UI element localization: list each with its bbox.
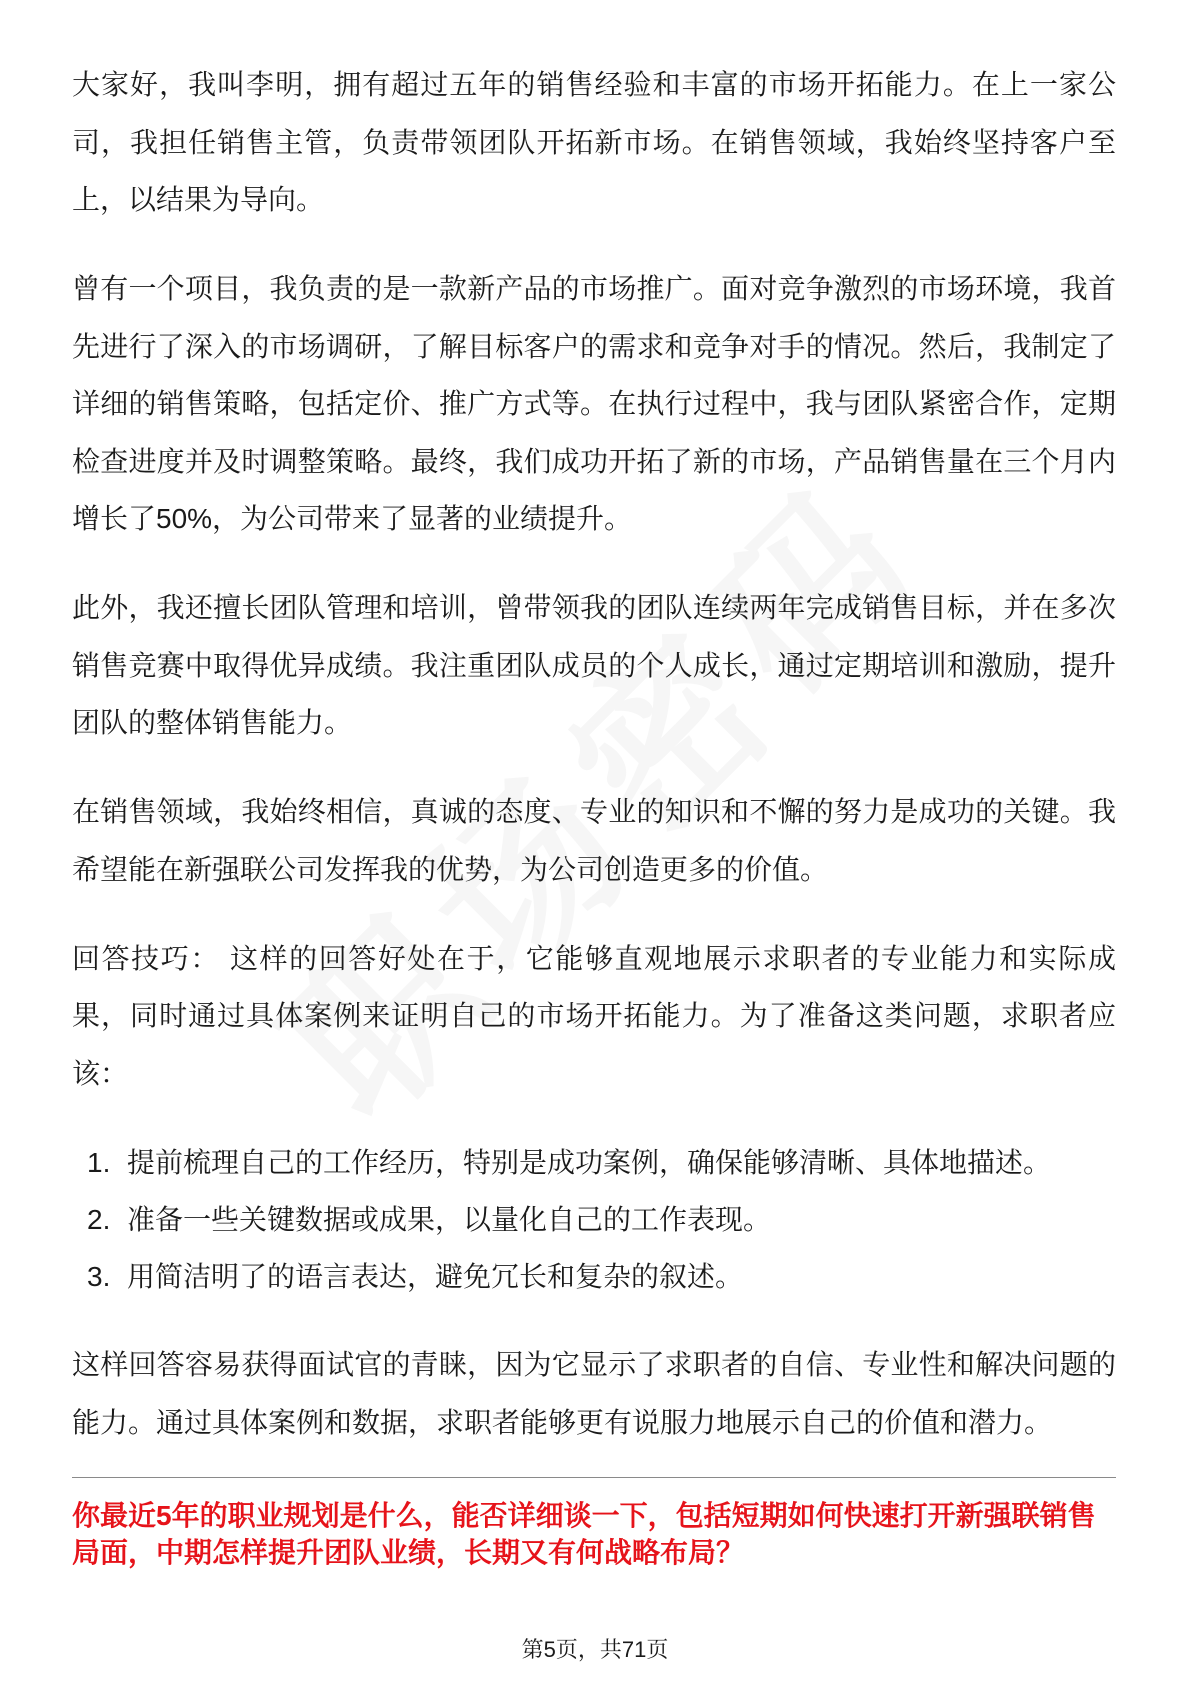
answer-tip-text: 这样的回答好处在于，它能够直观地展示求职者的专业能力和实际成果，同时通过具体案例来证明自己的市场开拓能力。为了准备这类问题，求职者应该： [72, 942, 1116, 1089]
answer-tip-paragraph [72, 930, 1116, 1103]
answer-paragraph-intro: 大家好，我叫李明，拥有超过五年的销售经验和丰富的市场开拓能力。在上一家公司，我担任销售主管，负责带领团队开拓新市场。在销售领域，我始终坚持客户至上，以结果为导向。 [72, 69, 1116, 215]
conclusion-paragraph: 这样回答容易获得面试官的青睐，因为它显示了求职者的自信、专业性和解决问题的能力。通过具体案例和数据，求职者能够更有说服力地展示自己的价值和潜力。 [72, 1349, 1116, 1438]
answer-tip-label: 回答技巧： [72, 942, 220, 974]
list-item-number: 3. [87, 1260, 111, 1292]
page-number-footer: 第5页，共71页 [521, 1637, 669, 1662]
answer-paragraph-team: 此外，我还擅长团队管理和培训，曾带领我的团队连续两年完成销售目标，并在多次销售竞赛中取得优异成绩。我注重团队成员的个人成长，通过定期培训和激励，提升团队的整体销售能力。 [72, 592, 1116, 738]
answer-paragraph-project: 曾有一个项目，我负责的是一款新产品的市场推广。面对竞争激烈的市场环境，我首先进行了深入的市场调研，了解目标客户的需求和竞争对手的情况。然后，我制定了详细的销售策略，包括定价、推广方式等。在执行过程中，我与团队紧密合作，定期检查进度并及时调整策略。最终，我们成功开拓了新的市场，产品销售量在三个月内增长了50%，为公司带来了显著的业绩提升。 [72, 273, 1116, 534]
list-item-text: 用简洁明了的语言表达，避免冗长和复杂的叙述。 [127, 1260, 744, 1292]
next-question-heading: 你最近5年的职业规划是什么，能否详细谈一下，包括短期如何快速打开新强联销售局面，中期怎样提升团队业绩，长期又有何战略布局？ [72, 1500, 1096, 1568]
list-item [72, 1248, 1116, 1305]
tip-list [72, 1134, 1116, 1305]
list-item-text: 提前梳理自己的工作经历，特别是成功案例，确保能够清晰、具体地描述。 [127, 1146, 1052, 1178]
list-item [72, 1191, 1116, 1248]
answer-paragraph-closing: 在销售领域，我始终相信，真诚的态度、专业的知识和不懈的努力是成功的关键。我希望能在新强联公司发挥我的优势，为公司创造更多的价值。 [72, 796, 1116, 885]
section-divider [72, 1477, 1116, 1478]
list-item [72, 1134, 1116, 1191]
list-item-text: 准备一些关键数据或成果，以量化自己的工作表现。 [127, 1203, 772, 1235]
document-body [72, 56, 1116, 1571]
list-item-number: 2. [87, 1203, 111, 1235]
list-item-number: 1. [87, 1146, 111, 1178]
